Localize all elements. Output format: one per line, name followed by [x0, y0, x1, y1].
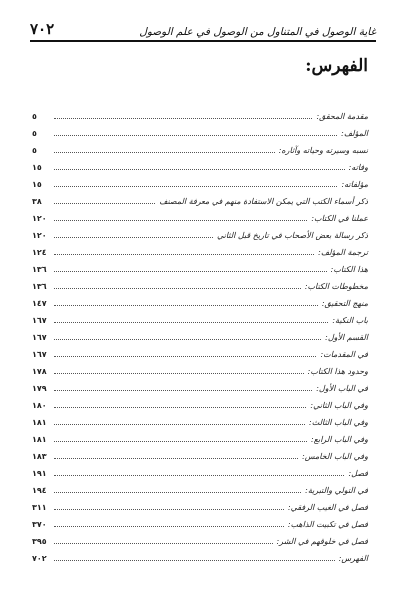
toc-entry — [32, 414, 368, 431]
running-title: غاية الوصول في المتناول من الوصول في علم الوصول — [139, 26, 376, 38]
toc-entry-page: ١٤٧ — [32, 299, 47, 308]
toc-entry-page: ١٨٣ — [32, 452, 47, 461]
toc-entry-page: ١٦٧ — [32, 350, 47, 359]
toc-entry-title: وفي الباب الخامس: — [302, 452, 368, 461]
toc-leader-dots — [54, 339, 321, 340]
toc-entry-page: ١٢٠ — [32, 231, 47, 240]
toc-entry-page: ١٨١ — [32, 418, 47, 427]
toc-leader-dots — [54, 305, 318, 306]
toc-entry — [32, 244, 368, 261]
toc-entry — [32, 346, 368, 363]
section-title: الفهرس: — [305, 56, 368, 76]
toc-entry-title: المؤلف: — [341, 129, 368, 138]
toc-leader-dots — [54, 407, 306, 408]
toc-leader-dots — [54, 543, 273, 544]
toc-entry-title: مقدمة المحقق: — [316, 112, 368, 121]
toc-leader-dots — [54, 118, 312, 119]
toc-leader-dots — [54, 203, 155, 204]
toc-entry — [32, 329, 368, 346]
toc-entry-page: ١٨٠ — [32, 401, 47, 410]
toc-entry-page: ١٦٧ — [32, 333, 47, 342]
toc-entry-page: ٥ — [32, 129, 37, 138]
toc-leader-dots — [54, 373, 304, 374]
table-of-contents — [32, 108, 368, 567]
toc-leader-dots — [54, 186, 337, 187]
toc-entry — [32, 261, 368, 278]
toc-entry-page: ٥ — [32, 112, 37, 121]
toc-leader-dots — [54, 390, 312, 391]
toc-leader-dots — [54, 169, 345, 170]
toc-leader-dots — [54, 356, 316, 357]
toc-leader-dots — [54, 424, 305, 425]
toc-entry-title: في الباب الأول: — [316, 384, 368, 393]
toc-entry-page: ١٧٩ — [32, 384, 47, 393]
toc-leader-dots — [54, 220, 307, 221]
toc-leader-dots — [54, 254, 314, 255]
page-number: ٧٠٢ — [30, 20, 55, 38]
toc-entry-page: ١٣٦ — [32, 282, 47, 291]
toc-entry — [32, 550, 368, 567]
toc-entry-title: نسبه وسيرته وحياته وآثاره: — [278, 146, 368, 155]
toc-entry — [32, 176, 368, 193]
toc-entry — [32, 193, 368, 210]
toc-entry-title: باب النكية: — [332, 316, 368, 325]
toc-leader-dots — [54, 152, 275, 153]
toc-entry — [32, 363, 368, 380]
toc-leader-dots — [54, 458, 298, 459]
page-header — [30, 14, 376, 38]
toc-leader-dots — [54, 288, 301, 289]
toc-entry-title: وفي الباب الثاني: — [310, 401, 368, 410]
toc-entry — [32, 295, 368, 312]
toc-entry — [32, 312, 368, 329]
toc-entry-title: مخطوطات الكتاب: — [304, 282, 368, 291]
toc-entry-title: عملنا في الكتاب: — [311, 214, 368, 223]
header-rule — [30, 40, 376, 42]
toc-entry-page: ٥ — [32, 146, 37, 155]
toc-entry-page: ١٨١ — [32, 435, 47, 444]
toc-entry — [32, 380, 368, 397]
toc-leader-dots — [54, 135, 337, 136]
toc-entry — [32, 125, 368, 142]
toc-entry-title: ذكر أسماء الكتب التي يمكن الاستفادة منهم في معرفة المصنف — [159, 197, 368, 206]
toc-entry — [32, 142, 368, 159]
toc-entry — [32, 278, 368, 295]
toc-leader-dots — [54, 237, 213, 238]
toc-entry-title: في المقدمات: — [320, 350, 368, 359]
toc-entry-title: فصل في الغيب الرفقي: — [287, 503, 368, 512]
toc-entry-page: ١٢٤ — [32, 248, 47, 257]
toc-entry — [32, 533, 368, 550]
toc-entry-title: وحدود هذا الكتاب: — [307, 367, 368, 376]
toc-entry-page: ٣٧٠ — [32, 520, 47, 529]
toc-entry — [32, 159, 368, 176]
toc-entry-page: ١٦٧ — [32, 316, 47, 325]
toc-leader-dots — [54, 475, 344, 476]
toc-entry — [32, 397, 368, 414]
toc-entry-page: ١٩٤ — [32, 486, 47, 495]
toc-entry — [32, 448, 368, 465]
toc-entry — [32, 465, 368, 482]
toc-entry — [32, 108, 368, 125]
toc-entry-title: وفاته: — [348, 163, 368, 172]
toc-entry-title: في التولي والتبرية: — [305, 486, 368, 495]
toc-entry-page: ١٥ — [32, 180, 42, 189]
toc-entry-title: القسم الأول: — [325, 333, 368, 342]
toc-entry-page: ٣٩٥ — [32, 537, 47, 546]
toc-leader-dots — [54, 526, 284, 527]
toc-entry-title: وفي الباب الثالث: — [309, 418, 368, 427]
toc-leader-dots — [54, 271, 327, 272]
toc-entry-title: فصل: — [348, 469, 368, 478]
toc-entry — [32, 227, 368, 244]
toc-entry-page: ٣٨ — [32, 197, 42, 206]
toc-leader-dots — [54, 441, 307, 442]
toc-entry-page: ١٩١ — [32, 469, 47, 478]
toc-entry-title: ذكر رسالة بعض الأصحاب في تاريخ قبل الثاني — [216, 231, 368, 240]
toc-entry-page: ١٥ — [32, 163, 42, 172]
toc-entry-page: ١٧٨ — [32, 367, 47, 376]
toc-entry — [32, 210, 368, 227]
toc-entry-page: ١٣٦ — [32, 265, 47, 274]
toc-entry-title: هذا الكتاب: — [330, 265, 368, 274]
toc-leader-dots — [54, 322, 328, 323]
toc-entry — [32, 516, 368, 533]
toc-entry-title: فصل في تكبيت الذاهب: — [287, 520, 368, 529]
toc-entry-title: ترجمة المؤلف: — [318, 248, 368, 257]
toc-entry — [32, 482, 368, 499]
toc-entry-title: الفهرس: — [338, 554, 368, 563]
toc-entry-page: ٧٠٢ — [32, 554, 47, 563]
toc-entry-page: ١٢٠ — [32, 214, 47, 223]
toc-entry-title: مؤلفاته: — [341, 180, 368, 189]
toc-leader-dots — [54, 492, 301, 493]
toc-leader-dots — [54, 509, 284, 510]
toc-entry-title: منهج التحقيق: — [321, 299, 368, 308]
toc-entry-page: ٣١١ — [32, 503, 47, 512]
toc-leader-dots — [54, 560, 335, 561]
toc-entry — [32, 431, 368, 448]
toc-entry-title: فصل في خلوقهم في الشر: — [276, 537, 368, 546]
toc-entry — [32, 499, 368, 516]
toc-entry-title: وفي الباب الرابع: — [311, 435, 368, 444]
